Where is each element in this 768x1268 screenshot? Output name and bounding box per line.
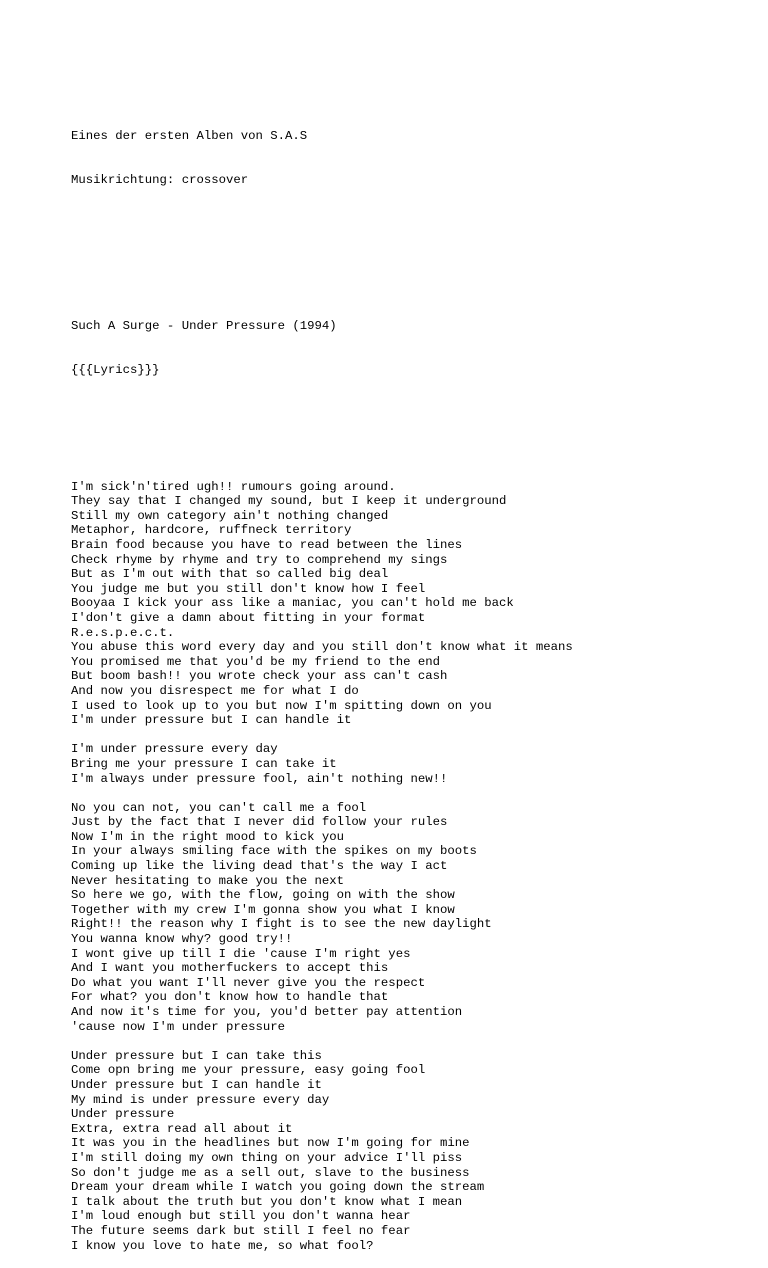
blank-line	[71, 728, 751, 743]
lyric-line: And now it's time for you, you'd better pay attention	[71, 1005, 463, 1019]
lyric-line: Brain food because you have to read between the lines	[71, 538, 463, 552]
lyric-line: Together with my crew I'm gonna show you what I know	[71, 902, 455, 917]
lyric-line: I'don't give a damn about fitting in your format	[71, 610, 426, 625]
lyric-line: I know you love to hate me, so what fool?	[71, 1238, 374, 1253]
lyric-line: Under pressure but I can handle it	[71, 1077, 322, 1092]
lyric-line: Come opn bring me your pressure, easy going fool	[71, 1063, 426, 1078]
blank-line	[71, 246, 751, 261]
lyric-line: So don't judge me as a sell out, slave to the business	[71, 1165, 470, 1180]
intro-block	[71, 100, 751, 217]
stanza	[71, 480, 751, 728]
lyric-line: And now you disrespect me for what I do	[71, 683, 359, 698]
lyric-line: But as I'm out with that so called big deal	[71, 567, 389, 582]
blank-line	[71, 436, 751, 451]
stanza	[71, 1049, 751, 1253]
lyric-line: Under pressure but I can take this	[71, 1048, 322, 1063]
lyric-line: You abuse this word every day and you still don't know what it means	[71, 640, 573, 655]
blank-line	[71, 786, 751, 801]
lyric-line: I'm under pressure but I can handle it	[71, 713, 352, 728]
lyric-line: You judge me but you still don't know how I feel	[71, 581, 426, 596]
lyric-line: But boom bash!! you wrote check your ass can't cash	[71, 669, 448, 684]
lyric-line: Just by the fact that I never did follow your rules	[71, 815, 448, 830]
lyric-line: No you can not, you can't call me a fool	[71, 800, 367, 815]
lyric-line: Booyaa I kick your ass like a maniac, you can't hold me back	[71, 596, 514, 611]
document-page	[71, 71, 751, 1268]
lyric-line: For what? you don't know how to handle that	[71, 990, 389, 1005]
lyric-line: Extra, extra read all about it	[71, 1121, 293, 1136]
lyric-line: Never hesitating to make you the next	[71, 873, 345, 888]
lyric-line: I used to look up to you but now I'm spitting down on you	[71, 698, 492, 713]
lyric-line: 'cause now I'm under pressure	[71, 1019, 286, 1034]
stanza	[71, 742, 751, 786]
lyric-line: Under pressure	[71, 1107, 175, 1122]
lyric-line: Metaphor, hardcore, ruffneck territory	[71, 523, 352, 538]
lyric-line: It was you in the headlines but now I'm going for mine	[71, 1136, 470, 1151]
lyric-line: I'm always under pressure fool, ain't nothing new!!	[71, 771, 448, 786]
lyric-line: The future seems dark but still I feel no fear	[71, 1223, 411, 1238]
genre-line: Musikrichtung: crossover	[71, 173, 249, 188]
lyric-line: I'm under pressure every day	[71, 742, 278, 757]
lyric-line: I'm loud enough but still you don't wanna hear	[71, 1209, 411, 1224]
lyric-line: I wont give up till I die 'cause I'm right yes	[71, 946, 411, 961]
lyric-line: You wanna know why? good try!!	[71, 932, 293, 947]
stanza	[71, 801, 751, 1035]
lyric-line: Now I'm in the right mood to kick you	[71, 829, 345, 844]
lyric-line: Coming up like the living dead that's the way I act	[71, 859, 448, 874]
lyric-line: Bring me your pressure I can take it	[71, 756, 337, 771]
lyric-line: So here we go, with the flow, going on with the show	[71, 888, 455, 903]
lyrics-body	[71, 480, 751, 1253]
lyric-line: And I want you motherfuckers to accept this	[71, 961, 389, 976]
blank-line	[71, 1034, 751, 1049]
lyric-line: You promised me that you'd be my friend to the end	[71, 654, 440, 669]
lyric-line: R.e.s.p.e.c.t.	[71, 625, 175, 640]
intro-line: Eines der ersten Alben von S.A.S	[71, 129, 308, 144]
lyric-line: I talk about the truth but you don't know what I mean	[71, 1194, 463, 1209]
lyric-line: I'm sick'n'tired ugh!! rumours going around.	[71, 479, 396, 494]
lyric-line: Do what you want I'll never give you the respect	[71, 975, 426, 990]
lyrics-template-tag: {{{Lyrics}}}	[71, 362, 160, 377]
lyric-line: Right!! the reason why I fight is to see the new daylight	[71, 917, 492, 932]
lyric-line: Check rhyme by rhyme and try to comprehend my sings	[71, 552, 448, 567]
song-title: Such A Surge - Under Pressure (1994)	[71, 319, 337, 334]
lyric-line: They say that I changed my sound, but I keep it underground	[71, 494, 507, 509]
lyric-line: In your always smiling face with the spikes on my boots	[71, 844, 477, 859]
lyric-line: Still my own category ain't nothing changed	[71, 508, 389, 523]
lyric-line: Dream your dream while I watch you going down the stream	[71, 1180, 485, 1195]
lyric-line: I'm still doing my own thing on your advice I'll piss	[71, 1150, 463, 1165]
song-heading-block	[71, 290, 751, 407]
lyric-line: My mind is under pressure every day	[71, 1092, 330, 1107]
